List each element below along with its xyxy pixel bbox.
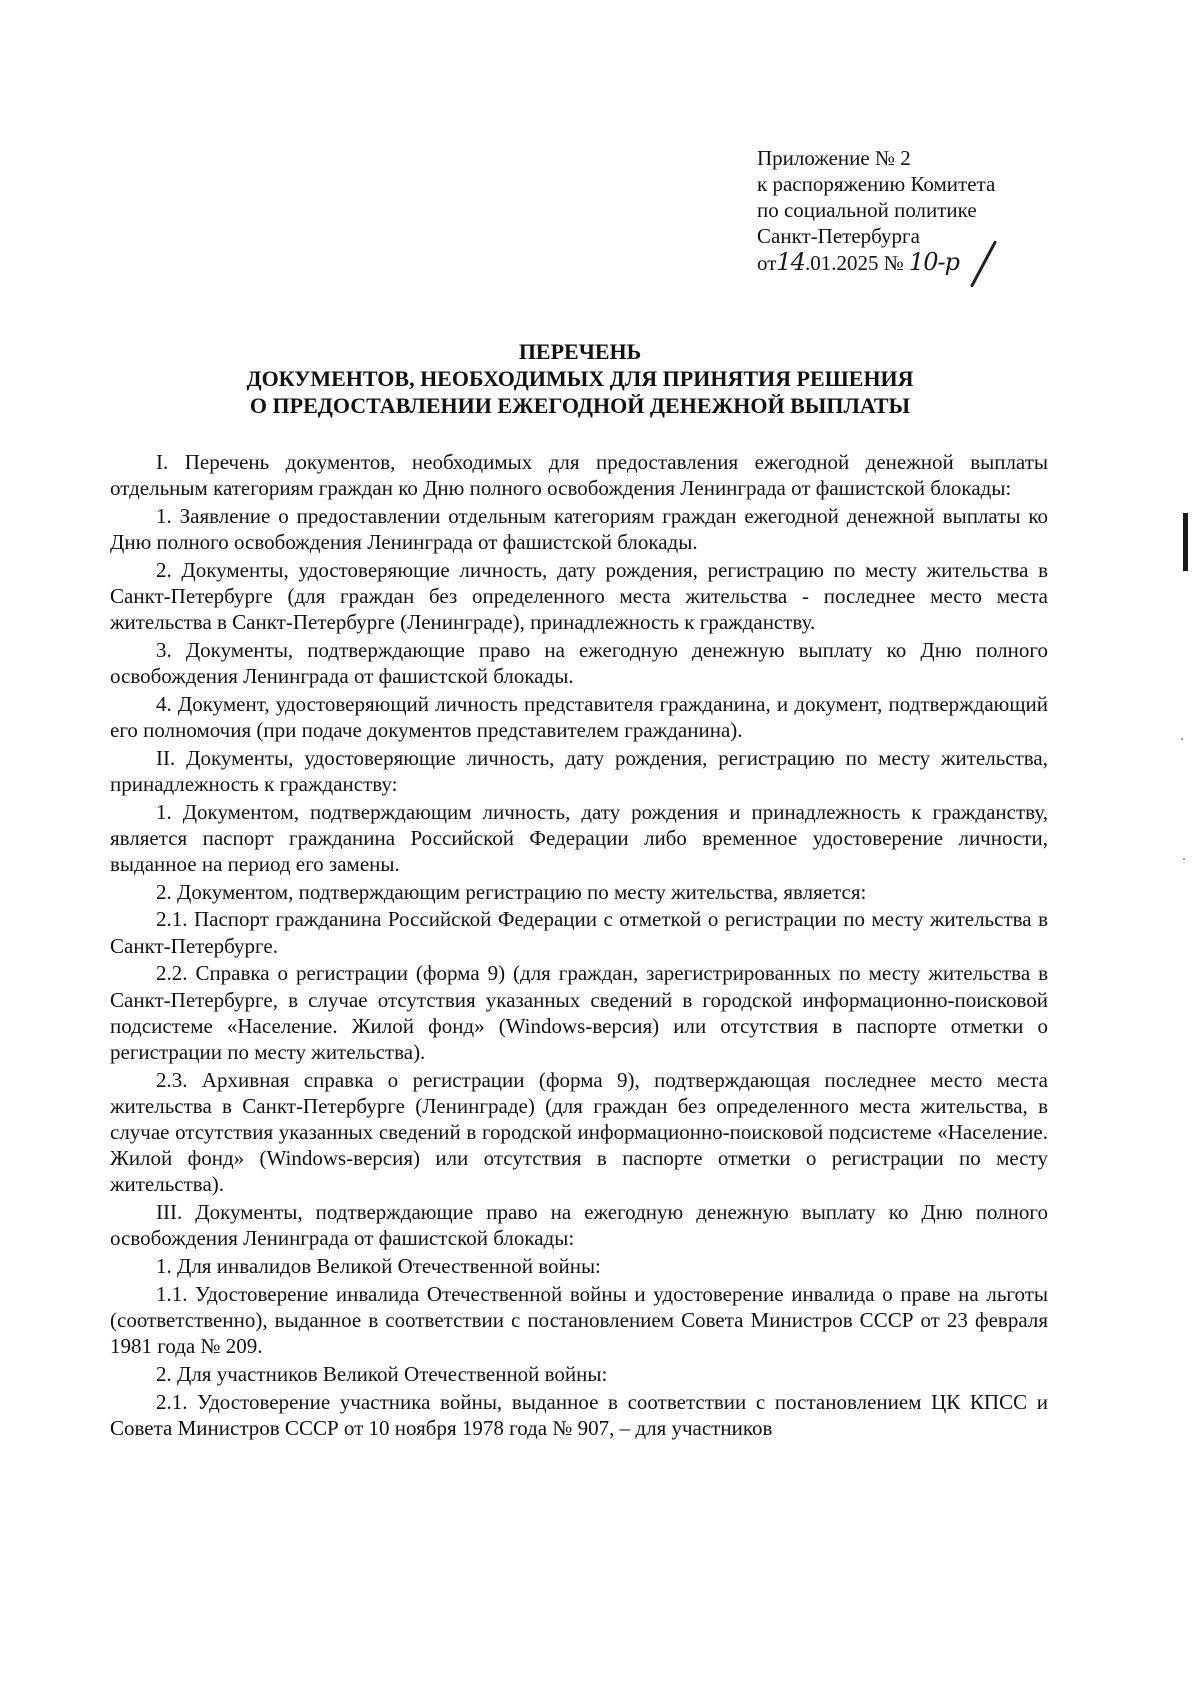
handwritten-number: 10-р xyxy=(909,248,960,276)
paragraph-2-2-2: 2.2. Справка о регистрации (форма 9) (для граждан, зарегистрированных по месту жительства в Санкт-Петербурге, в случае отсутствия указанных сведений в городской информационно-поисковой подсистеме «Население. Жилой фонд» (Windows-версия) или отсутствия в паспорте отметки о регистрации по месту жительства). xyxy=(110,961,1048,1064)
paragraph-3-1: 1. Для инвалидов Великой Отечественной войны: xyxy=(156,1254,601,1279)
paragraph-3-1-1: 1.1. Удостоверение инвалида Отечественной войны и удостоверение инвалида о праве на льготы (соответственно), выданное в соответствии с постановлением Совета Министров СССР от 23 февраля 1981 года № 209. xyxy=(110,1281,1048,1359)
appendix-order-ref: к распоряжению Комитета xyxy=(757,172,996,196)
paragraph-1-1: 1. Заявление о предоставлении отдельным категориям граждан ежегодной денежной выплаты ко Дню полного освобождения Ленинграда от фашистской блокады. xyxy=(110,503,1048,555)
appendix-date-line xyxy=(757,249,995,276)
paragraph-1-2: 2. Документы, удостоверяющие личность, дату рождения, регистрацию по месту жительства в Санкт-Петербурге (для граждан без определенного места жительства - последнее место места жительства в Санкт-Петербурге (Ленинграде), принадлежность к гражданству. xyxy=(110,557,1048,635)
paragraph-3-2: 2. Для участников Великой Отечественной войны: xyxy=(156,1361,608,1386)
paragraph-1-3: 3. Документы, подтверждающие право на ежегодную денежную выплату ко Дню полного освобождения Ленинграда от фашистской блокады. xyxy=(110,637,1048,689)
paragraph-2-2-3: 2.3. Архивная справка о регистрации (форма 9), подтверждающая последнее место места жительства в Санкт-Петербурге (Ленинграде) (для граждан без определенного места жительства, в случае отсутствия указанных сведений в городской информационно-поисковой подсистеме «Население. Жилой фонд» (Windows-версия) или отсутствия в паспорте отметки о регистрации по месту жительства). xyxy=(110,1067,1048,1197)
date-rest: .01.2025 № xyxy=(804,251,904,275)
paragraph-section-2: II. Документы, удостоверяющие личность, дату рождения, регистрацию по месту жительства, принадлежность к гражданству: xyxy=(110,745,1048,796)
appendix-number: Приложение № 2 xyxy=(757,146,911,170)
paragraph-section-1: I. Перечень документов, необходимых для предоставления ежегодной денежной выплаты отдельным категориям граждан ко Дню полного освобождения Ленинграда от фашистской блокады: xyxy=(110,450,1048,501)
title-line-2: ДОКУМЕНТОВ, НЕОБХОДИМЫХ ДЛЯ ПРИНЯТИЯ РЕШЕНИЯ xyxy=(246,366,914,391)
paragraph-section-3: III. Документы, подтверждающие право на ежегодную денежную выплату ко Дню полного освобождения Ленинграда от фашистской блокады: xyxy=(110,1200,1048,1251)
handwritten-day: 14 xyxy=(776,248,805,276)
document-title xyxy=(110,338,1050,419)
appendix-committee: по социальной политике xyxy=(757,198,977,222)
appendix-header xyxy=(757,145,995,276)
document-body xyxy=(110,449,1048,1443)
paragraph-2-2: 2. Документом, подтверждающим регистрацию по месту жительства, является: xyxy=(156,879,867,904)
scan-margin-mark xyxy=(1183,513,1188,571)
paragraph-2-1: 1. Документом, подтверждающим личность, дату рождения и принадлежность к гражданству, является паспорт гражданина Российской Федерации либо временное удостоверение личности, выданное на период его замены. xyxy=(110,799,1048,877)
scan-speck xyxy=(1183,858,1185,860)
title-line-3: О ПРЕДОСТАВЛЕНИИ ЕЖЕГОДНОЙ ДЕНЕЖНОЙ ВЫПЛАТЫ xyxy=(249,393,911,418)
scan-speck xyxy=(1181,738,1183,740)
paragraph-1-4: 4. Документ, удостоверяющий личность представителя гражданина, и документ, подтверждающий его полномочия (при подаче документов представителем гражданина). xyxy=(110,691,1048,743)
appendix-city: Санкт-Петербурга xyxy=(757,224,920,248)
title-line-1: ПЕРЕЧЕНЬ xyxy=(518,339,642,364)
date-prefix: от xyxy=(757,251,777,275)
paragraph-2-2-1: 2.1. Паспорт гражданина Российской Федерации с отметкой о регистрации по месту жительства в Санкт-Петербурге. xyxy=(110,907,1048,958)
paragraph-3-2-1: 2.1. Удостоверение участника войны, выданное в соответствии с постановлением ЦК КПСС и Совета Министров СССР от 10 ноября 1978 года № 907, – для участников xyxy=(110,1389,1048,1440)
